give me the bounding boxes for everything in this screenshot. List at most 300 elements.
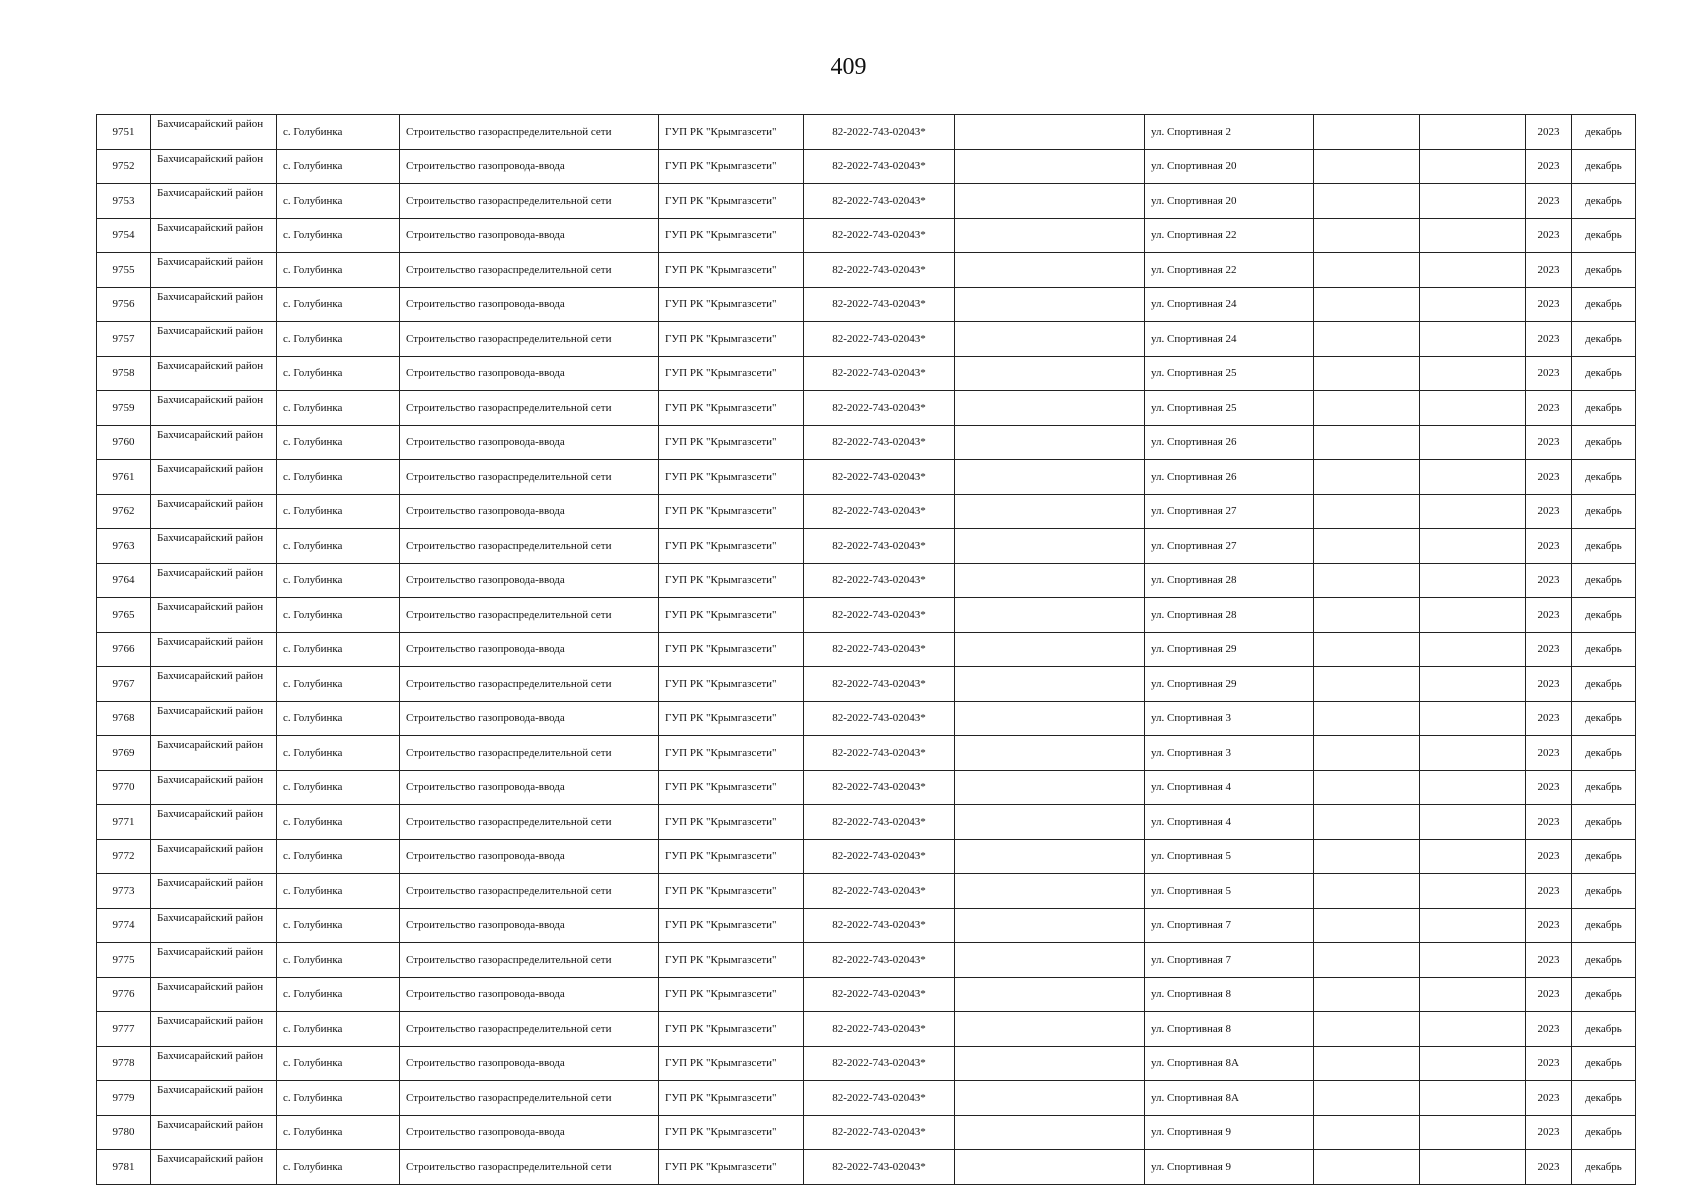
address-cell: ул. Спортивная 4 [1145,770,1314,805]
address-cell: ул. Спортивная 25 [1145,391,1314,426]
empty-cell [1314,1012,1420,1047]
organization-cell: ГУП РК "Крымгазсети" [659,667,804,702]
empty-cell [955,1012,1145,1047]
month-cell: декабрь [1572,218,1636,253]
table-row [97,563,1636,598]
table-row [97,1012,1636,1047]
empty-cell [955,494,1145,529]
month-cell: декабрь [1572,736,1636,771]
table-row [97,977,1636,1012]
month-cell: декабрь [1572,287,1636,322]
district-cell: Бахчисарайский район [151,425,277,460]
work-type-cell: Строительство газопровода-ввода [400,632,659,667]
organization-cell: ГУП РК "Крымгазсети" [659,977,804,1012]
year-cell: 2023 [1526,805,1572,840]
table-row [97,632,1636,667]
empty-cell [1314,632,1420,667]
empty-cell [1314,1115,1420,1150]
empty-cell [955,874,1145,909]
table-body [97,115,1636,1185]
district-cell: Бахчисарайский район [151,701,277,736]
work-type-cell: Строительство газораспределительной сети [400,736,659,771]
month-cell: декабрь [1572,149,1636,184]
month-cell: декабрь [1572,1012,1636,1047]
table-row [97,425,1636,460]
year-cell: 2023 [1526,425,1572,460]
district-cell: Бахчисарайский район [151,184,277,219]
year-cell: 2023 [1526,1150,1572,1185]
work-type-cell: Строительство газопровода-ввода [400,1046,659,1081]
year-cell: 2023 [1526,529,1572,564]
empty-cell [1314,598,1420,633]
row-number: 9757 [97,322,151,357]
row-number: 9774 [97,908,151,943]
row-number: 9778 [97,1046,151,1081]
organization-cell: ГУП РК "Крымгазсети" [659,149,804,184]
village-cell: с. Голубинка [277,977,400,1012]
table-row [97,805,1636,840]
work-type-cell: Строительство газопровода-ввода [400,425,659,460]
month-cell: декабрь [1572,425,1636,460]
program-code-cell: 82-2022-743-02043* [804,529,955,564]
row-number: 9761 [97,460,151,495]
village-cell: с. Голубинка [277,1115,400,1150]
empty-cell [955,1115,1145,1150]
village-cell: с. Голубинка [277,943,400,978]
address-cell: ул. Спортивная 8А [1145,1081,1314,1116]
village-cell: с. Голубинка [277,667,400,702]
empty-cell [1314,1046,1420,1081]
empty-cell [1420,253,1526,288]
work-type-cell: Строительство газопровода-ввода [400,1115,659,1150]
village-cell: с. Голубинка [277,391,400,426]
table-row [97,1046,1636,1081]
address-cell: ул. Спортивная 3 [1145,736,1314,771]
empty-cell [1420,391,1526,426]
month-cell: декабрь [1572,356,1636,391]
row-number: 9760 [97,425,151,460]
work-type-cell: Строительство газораспределительной сети [400,322,659,357]
address-cell: ул. Спортивная 2 [1145,115,1314,150]
village-cell: с. Голубинка [277,1046,400,1081]
empty-cell [955,391,1145,426]
district-cell: Бахчисарайский район [151,287,277,322]
village-cell: с. Голубинка [277,770,400,805]
district-cell: Бахчисарайский район [151,736,277,771]
program-code-cell: 82-2022-743-02043* [804,770,955,805]
district-cell: Бахчисарайский район [151,908,277,943]
organization-cell: ГУП РК "Крымгазсети" [659,943,804,978]
village-cell: с. Голубинка [277,598,400,633]
empty-cell [1420,977,1526,1012]
address-cell: ул. Спортивная 8 [1145,1012,1314,1047]
program-code-cell: 82-2022-743-02043* [804,287,955,322]
empty-cell [1420,598,1526,633]
empty-cell [955,356,1145,391]
row-number: 9768 [97,701,151,736]
row-number: 9759 [97,391,151,426]
work-type-cell: Строительство газопровода-ввода [400,701,659,736]
table-row [97,149,1636,184]
address-cell: ул. Спортивная 7 [1145,943,1314,978]
month-cell: декабрь [1572,977,1636,1012]
address-cell: ул. Спортивная 8А [1145,1046,1314,1081]
empty-cell [1314,322,1420,357]
organization-cell: ГУП РК "Крымгазсети" [659,1046,804,1081]
work-type-cell: Строительство газопровода-ввода [400,218,659,253]
district-cell: Бахчисарайский район [151,770,277,805]
work-type-cell: Строительство газораспределительной сети [400,253,659,288]
address-cell: ул. Спортивная 4 [1145,805,1314,840]
address-cell: ул. Спортивная 27 [1145,529,1314,564]
row-number: 9773 [97,874,151,909]
page-number: 409 [830,54,867,80]
work-type-cell: Строительство газораспределительной сети [400,529,659,564]
empty-cell [955,1150,1145,1185]
empty-cell [1314,805,1420,840]
program-code-cell: 82-2022-743-02043* [804,1046,955,1081]
district-cell: Бахчисарайский район [151,977,277,1012]
address-cell: ул. Спортивная 28 [1145,563,1314,598]
table-row [97,322,1636,357]
row-number: 9772 [97,839,151,874]
district-cell: Бахчисарайский район [151,115,277,150]
month-cell: декабрь [1572,494,1636,529]
organization-cell: ГУП РК "Крымгазсети" [659,1115,804,1150]
row-number: 9769 [97,736,151,771]
month-cell: декабрь [1572,598,1636,633]
empty-cell [955,460,1145,495]
empty-cell [955,908,1145,943]
empty-cell [1420,667,1526,702]
empty-cell [1314,943,1420,978]
month-cell: декабрь [1572,391,1636,426]
program-code-cell: 82-2022-743-02043* [804,701,955,736]
work-type-cell: Строительство газораспределительной сети [400,598,659,633]
empty-cell [955,115,1145,150]
program-code-cell: 82-2022-743-02043* [804,874,955,909]
month-cell: декабрь [1572,322,1636,357]
empty-cell [1420,1012,1526,1047]
empty-cell [1314,184,1420,219]
work-type-cell: Строительство газопровода-ввода [400,287,659,322]
village-cell: с. Голубинка [277,839,400,874]
program-code-cell: 82-2022-743-02043* [804,839,955,874]
table-row [97,839,1636,874]
table-row [97,529,1636,564]
work-type-cell: Строительство газораспределительной сети [400,805,659,840]
work-type-cell: Строительство газопровода-ввода [400,563,659,598]
empty-cell [955,598,1145,633]
empty-cell [1314,874,1420,909]
empty-cell [1420,874,1526,909]
row-number: 9777 [97,1012,151,1047]
organization-cell: ГУП РК "Крымгазсети" [659,701,804,736]
year-cell: 2023 [1526,287,1572,322]
organization-cell: ГУП РК "Крымгазсети" [659,770,804,805]
work-type-cell: Строительство газораспределительной сети [400,1081,659,1116]
village-cell: с. Голубинка [277,184,400,219]
row-number: 9779 [97,1081,151,1116]
district-cell: Бахчисарайский район [151,1150,277,1185]
district-cell: Бахчисарайский район [151,1046,277,1081]
table-row [97,253,1636,288]
row-number: 9766 [97,632,151,667]
village-cell: с. Голубинка [277,632,400,667]
row-number: 9771 [97,805,151,840]
district-cell: Бахчисарайский район [151,1081,277,1116]
empty-cell [1420,287,1526,322]
month-cell: декабрь [1572,770,1636,805]
month-cell: декабрь [1572,908,1636,943]
program-code-cell: 82-2022-743-02043* [804,805,955,840]
work-type-cell: Строительство газопровода-ввода [400,839,659,874]
program-code-cell: 82-2022-743-02043* [804,253,955,288]
month-cell: декабрь [1572,1115,1636,1150]
table-row [97,184,1636,219]
address-cell: ул. Спортивная 26 [1145,460,1314,495]
address-cell: ул. Спортивная 20 [1145,149,1314,184]
year-cell: 2023 [1526,839,1572,874]
program-code-cell: 82-2022-743-02043* [804,218,955,253]
organization-cell: ГУП РК "Крымгазсети" [659,805,804,840]
empty-cell [1420,701,1526,736]
empty-cell [955,736,1145,771]
table-row [97,115,1636,150]
district-cell: Бахчисарайский район [151,391,277,426]
organization-cell: ГУП РК "Крымгазсети" [659,598,804,633]
row-number: 9755 [97,253,151,288]
address-cell: ул. Спортивная 26 [1145,425,1314,460]
year-cell: 2023 [1526,701,1572,736]
program-code-cell: 82-2022-743-02043* [804,322,955,357]
empty-cell [955,1046,1145,1081]
year-cell: 2023 [1526,770,1572,805]
month-cell: декабрь [1572,115,1636,150]
work-type-cell: Строительство газопровода-ввода [400,149,659,184]
district-cell: Бахчисарайский район [151,1012,277,1047]
program-code-cell: 82-2022-743-02043* [804,563,955,598]
empty-cell [955,529,1145,564]
work-type-cell: Строительство газопровода-ввода [400,977,659,1012]
district-cell: Бахчисарайский район [151,253,277,288]
village-cell: с. Голубинка [277,805,400,840]
empty-cell [1420,322,1526,357]
month-cell: декабрь [1572,1150,1636,1185]
organization-cell: ГУП РК "Крымгазсети" [659,632,804,667]
table-row [97,908,1636,943]
empty-cell [955,805,1145,840]
empty-cell [955,632,1145,667]
year-cell: 2023 [1526,218,1572,253]
work-type-cell: Строительство газораспределительной сети [400,460,659,495]
empty-cell [1420,736,1526,771]
district-cell: Бахчисарайский район [151,529,277,564]
work-type-cell: Строительство газораспределительной сети [400,1150,659,1185]
empty-cell [955,943,1145,978]
organization-cell: ГУП РК "Крымгазсети" [659,460,804,495]
table-row [97,1150,1636,1185]
empty-cell [955,977,1145,1012]
empty-cell [1420,770,1526,805]
program-code-cell: 82-2022-743-02043* [804,494,955,529]
organization-cell: ГУП РК "Крымгазсети" [659,184,804,219]
month-cell: декабрь [1572,1081,1636,1116]
empty-cell [1314,253,1420,288]
work-type-cell: Строительство газораспределительной сети [400,184,659,219]
empty-cell [1314,494,1420,529]
district-cell: Бахчисарайский район [151,667,277,702]
work-type-cell: Строительство газопровода-ввода [400,770,659,805]
table-row [97,667,1636,702]
program-code-cell: 82-2022-743-02043* [804,149,955,184]
year-cell: 2023 [1526,149,1572,184]
empty-cell [1420,425,1526,460]
address-cell: ул. Спортивная 28 [1145,598,1314,633]
address-cell: ул. Спортивная 9 [1145,1150,1314,1185]
program-code-cell: 82-2022-743-02043* [804,1115,955,1150]
work-type-cell: Строительство газораспределительной сети [400,874,659,909]
year-cell: 2023 [1526,874,1572,909]
work-type-cell: Строительство газопровода-ввода [400,356,659,391]
year-cell: 2023 [1526,1081,1572,1116]
address-cell: ул. Спортивная 8 [1145,977,1314,1012]
program-code-cell: 82-2022-743-02043* [804,460,955,495]
row-number: 9765 [97,598,151,633]
row-number: 9770 [97,770,151,805]
row-number: 9752 [97,149,151,184]
address-cell: ул. Спортивная 5 [1145,874,1314,909]
empty-cell [955,1081,1145,1116]
year-cell: 2023 [1526,184,1572,219]
empty-cell [1314,529,1420,564]
row-number: 9775 [97,943,151,978]
row-number: 9763 [97,529,151,564]
district-cell: Бахчисарайский район [151,805,277,840]
year-cell: 2023 [1526,494,1572,529]
district-cell: Бахчисарайский район [151,218,277,253]
program-code-cell: 82-2022-743-02043* [804,908,955,943]
organization-cell: ГУП РК "Крымгазсети" [659,494,804,529]
village-cell: с. Голубинка [277,287,400,322]
organization-cell: ГУП РК "Крымгазсети" [659,322,804,357]
work-type-cell: Строительство газораспределительной сети [400,943,659,978]
district-cell: Бахчисарайский район [151,839,277,874]
table-row [97,356,1636,391]
year-cell: 2023 [1526,253,1572,288]
address-cell: ул. Спортивная 5 [1145,839,1314,874]
row-number: 9756 [97,287,151,322]
table-row [97,1115,1636,1150]
organization-cell: ГУП РК "Крымгазсети" [659,908,804,943]
district-cell: Бахчисарайский район [151,598,277,633]
program-code-cell: 82-2022-743-02043* [804,356,955,391]
month-cell: декабрь [1572,805,1636,840]
empty-cell [1314,149,1420,184]
empty-cell [1314,563,1420,598]
empty-cell [955,184,1145,219]
empty-cell [1314,391,1420,426]
empty-cell [955,667,1145,702]
row-number: 9764 [97,563,151,598]
row-number: 9767 [97,667,151,702]
organization-cell: ГУП РК "Крымгазсети" [659,218,804,253]
row-number: 9780 [97,1115,151,1150]
table-row [97,391,1636,426]
organization-cell: ГУП РК "Крымгазсети" [659,736,804,771]
district-cell: Бахчисарайский район [151,1115,277,1150]
month-cell: декабрь [1572,667,1636,702]
district-cell: Бахчисарайский район [151,943,277,978]
year-cell: 2023 [1526,563,1572,598]
organization-cell: ГУП РК "Крымгазсети" [659,1081,804,1116]
village-cell: с. Голубинка [277,1012,400,1047]
village-cell: с. Голубинка [277,149,400,184]
registry-table [96,114,1636,1185]
empty-cell [1420,563,1526,598]
district-cell: Бахчисарайский район [151,356,277,391]
empty-cell [1314,770,1420,805]
empty-cell [1420,494,1526,529]
month-cell: декабрь [1572,1046,1636,1081]
year-cell: 2023 [1526,977,1572,1012]
district-cell: Бахчисарайский район [151,460,277,495]
empty-cell [1420,943,1526,978]
row-number: 9762 [97,494,151,529]
address-cell: ул. Спортивная 22 [1145,218,1314,253]
program-code-cell: 82-2022-743-02043* [804,1012,955,1047]
address-cell: ул. Спортивная 29 [1145,667,1314,702]
year-cell: 2023 [1526,632,1572,667]
organization-cell: ГУП РК "Крымгазсети" [659,874,804,909]
address-cell: ул. Спортивная 3 [1145,701,1314,736]
year-cell: 2023 [1526,1046,1572,1081]
empty-cell [1420,460,1526,495]
program-code-cell: 82-2022-743-02043* [804,425,955,460]
organization-cell: ГУП РК "Крымгазсети" [659,391,804,426]
empty-cell [955,425,1145,460]
month-cell: декабрь [1572,529,1636,564]
village-cell: с. Голубинка [277,425,400,460]
empty-cell [1314,287,1420,322]
year-cell: 2023 [1526,115,1572,150]
program-code-cell: 82-2022-743-02043* [804,667,955,702]
empty-cell [1314,839,1420,874]
village-cell: с. Голубинка [277,322,400,357]
month-cell: декабрь [1572,701,1636,736]
program-code-cell: 82-2022-743-02043* [804,184,955,219]
year-cell: 2023 [1526,322,1572,357]
organization-cell: ГУП РК "Крымгазсети" [659,1150,804,1185]
table-row [97,460,1636,495]
village-cell: с. Голубинка [277,736,400,771]
address-cell: ул. Спортивная 25 [1145,356,1314,391]
district-cell: Бахчисарайский район [151,322,277,357]
empty-cell [1314,1081,1420,1116]
empty-cell [955,253,1145,288]
district-cell: Бахчисарайский район [151,874,277,909]
empty-cell [1420,115,1526,150]
empty-cell [1420,1115,1526,1150]
organization-cell: ГУП РК "Крымгазсети" [659,253,804,288]
table-row [97,1081,1636,1116]
empty-cell [1420,356,1526,391]
work-type-cell: Строительство газораспределительной сети [400,115,659,150]
table-row [97,494,1636,529]
address-cell: ул. Спортивная 24 [1145,287,1314,322]
organization-cell: ГУП РК "Крымгазсети" [659,529,804,564]
program-code-cell: 82-2022-743-02043* [804,115,955,150]
